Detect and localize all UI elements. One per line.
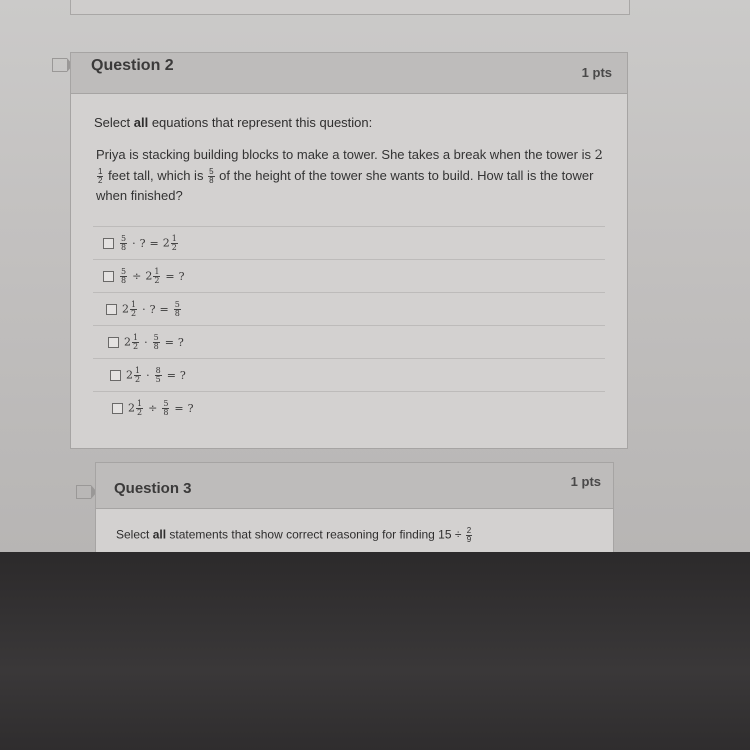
option-checkbox[interactable]: [110, 370, 121, 381]
fraction: [153, 334, 160, 351]
option-checkbox[interactable]: [103, 238, 114, 249]
prompt-text: Select: [116, 527, 153, 542]
whole-number: 2: [145, 269, 153, 282]
equals-sign: =: [165, 269, 175, 283]
fraction: [153, 268, 160, 285]
fraction-numerator: 1: [98, 167, 103, 177]
answer-option[interactable]: [93, 391, 605, 424]
fraction-numerator: 1: [135, 365, 141, 375]
question-2-title: Question 2: [91, 57, 174, 74]
math-term: [126, 367, 142, 384]
whole-number: 2: [128, 401, 135, 414]
fraction-numerator: 5: [121, 266, 127, 276]
prompt-bold: all: [133, 115, 149, 130]
fraction-numerator: 5: [153, 332, 159, 342]
fraction-denominator: 8: [163, 407, 169, 417]
fraction-numerator: 2: [466, 526, 472, 535]
question-3-header: [96, 463, 613, 509]
fraction-denominator: 8: [174, 308, 180, 318]
equals-sign: =: [174, 401, 184, 415]
fraction-numerator: 8: [155, 365, 161, 375]
operator: ÷: [132, 269, 142, 283]
option-checkbox[interactable]: [103, 271, 114, 282]
fraction: [132, 334, 139, 351]
fraction: [155, 367, 162, 384]
math-term: [122, 301, 138, 318]
fraction: [130, 301, 137, 318]
math-term: ?: [149, 302, 156, 316]
fraction-denominator: 5: [155, 374, 161, 384]
fraction-denominator: 2: [171, 242, 177, 252]
fraction-numerator: 5: [121, 233, 127, 243]
fraction-denominator: 8: [121, 242, 127, 252]
height-fraction: [97, 168, 103, 185]
height-whole: 2: [594, 148, 603, 163]
equals-sign: =: [149, 236, 159, 250]
equals-sign: =: [159, 302, 169, 316]
fraction-denominator: 8: [209, 176, 214, 186]
prompt-text: equations that represent this question:: [148, 115, 373, 130]
fraction-numerator: 1: [154, 266, 160, 276]
fraction-denominator: 9: [466, 535, 472, 544]
fraction-denominator: 2: [98, 176, 103, 186]
ratio-fraction: [208, 168, 214, 185]
question-2-story: [96, 145, 606, 206]
operator: ·: [144, 335, 148, 349]
fraction-denominator: 2: [131, 308, 137, 318]
fraction-numerator: 1: [171, 233, 177, 243]
question-2-points: 1 pts: [581, 65, 612, 80]
math-term: [154, 367, 163, 384]
answer-option[interactable]: [93, 358, 605, 391]
fraction-numerator: 1: [131, 299, 137, 309]
answer-option[interactable]: [93, 259, 605, 292]
fraction-numerator: 1: [133, 332, 139, 342]
option-checkbox[interactable]: [106, 304, 117, 315]
operator: ·: [146, 368, 150, 382]
fraction-denominator: 8: [153, 341, 159, 351]
divisor-fraction: [466, 527, 472, 544]
fraction-numerator: 1: [137, 398, 143, 408]
question-2-header: [71, 53, 627, 94]
operator: ÷: [148, 401, 158, 415]
fraction-numerator: 5: [163, 398, 169, 408]
prompt-bold: all: [152, 527, 167, 542]
fraction: [136, 400, 143, 417]
fraction-denominator: 8: [121, 275, 127, 285]
fraction: [120, 235, 127, 252]
operator: ·: [142, 302, 146, 316]
option-checkbox[interactable]: [112, 403, 123, 414]
fraction-numerator: 5: [209, 167, 214, 177]
fraction: [162, 400, 169, 417]
option-checkbox[interactable]: [108, 337, 119, 348]
fraction-denominator: 2: [154, 275, 160, 285]
fraction: [134, 367, 141, 384]
fraction: [174, 301, 181, 318]
fraction: [171, 235, 178, 252]
equals-sign: =: [166, 368, 176, 382]
question-3-points: 1 pts: [570, 474, 601, 489]
fraction-denominator: 2: [135, 374, 141, 384]
story-text: Priya is stacking building blocks to make a tower. She takes a break when the tower is: [96, 147, 595, 162]
math-term: ?: [187, 401, 194, 415]
math-term: [163, 235, 179, 252]
prompt-text: statements that show correct reasoning for finding 15 ÷: [166, 527, 465, 542]
operator: ·: [132, 236, 136, 250]
math-term: ?: [178, 269, 185, 283]
story-text: of the height of the tower she wants to build. How tall is the tower when finished?: [96, 168, 594, 203]
math-term: [128, 400, 144, 417]
whole-number: 2: [162, 236, 170, 249]
fraction-denominator: 2: [137, 407, 143, 417]
whole-number: 2: [122, 302, 129, 315]
whole-number: 2: [124, 335, 131, 348]
fraction: [120, 268, 127, 285]
math-term: [119, 268, 128, 285]
math-term: [152, 334, 161, 351]
equals-sign: =: [164, 335, 174, 349]
math-term: [161, 400, 170, 417]
fraction-numerator: 5: [174, 299, 180, 309]
answer-option[interactable]: [93, 226, 605, 259]
math-term: [173, 301, 182, 318]
flag-question-icon[interactable]: [76, 485, 91, 499]
whole-number: 2: [126, 368, 133, 381]
fraction-denominator: 2: [133, 341, 139, 351]
question-3-prompt: [116, 527, 473, 544]
answer-option[interactable]: [93, 292, 605, 325]
math-term: ?: [177, 335, 184, 349]
math-term: [145, 268, 161, 285]
story-text: feet tall, which is: [104, 168, 208, 183]
math-term: [119, 235, 128, 252]
math-term: ?: [179, 368, 186, 382]
math-term: ?: [139, 236, 146, 250]
question-2-prompt: [94, 115, 372, 130]
flag-question-icon[interactable]: [52, 58, 67, 72]
answer-option[interactable]: [93, 325, 605, 358]
laptop-body: [0, 552, 750, 750]
math-term: [124, 334, 140, 351]
previous-question-card: [70, 0, 630, 15]
prompt-text: Select: [94, 115, 134, 130]
question-3-title: Question 3: [114, 480, 192, 497]
